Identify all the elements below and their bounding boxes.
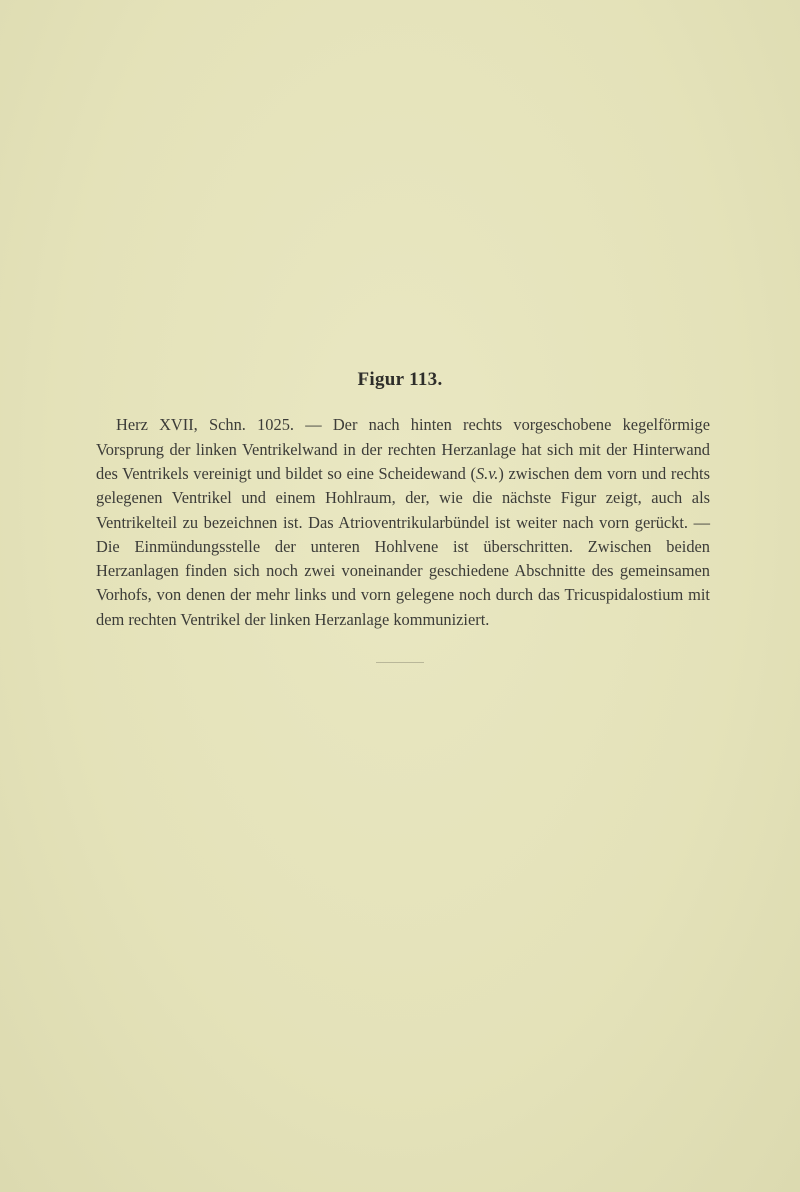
caption-text-part-2: ) zwischen dem vorn und rechts gelegenen Ventrikel und einem Hohlraum, der, wie die nächste Figur zeigt, auch als Ventrikelteil zu bezeichnen ist. Das Atrioventrikularbündel ist weiter nach vorn gerückt. — Die Einmündungsstelle der unteren Hohlvene ist überschritten. Zwischen beiden Herzanlagen finden sich noch zwei voneinander geschiedene Abschnitte des gemeinsamen Vorhofs, von denen der mehr links und vorn gelegene noch durch das Tricuspidalostium mit dem rechten Ventrikel der linken Herzanlage kommuniziert.: [96, 463, 710, 629]
caption-abbreviation: S.v.: [475, 463, 499, 483]
caption-text-part-1: Herz XVII, Schn. 1025. — Der nach hinten rechts vorgeschobene kegelförmige Vorsprung der linken Ventrikelwand in der rechten Herzanlage hat sich mit der Hinterwand des Ventrikels vereinigt und bildet so eine Scheidewand (: [96, 415, 710, 483]
figure-caption: [96, 413, 710, 632]
figure-title: Figur 113.: [357, 369, 443, 390]
separator-rule: [376, 662, 424, 663]
